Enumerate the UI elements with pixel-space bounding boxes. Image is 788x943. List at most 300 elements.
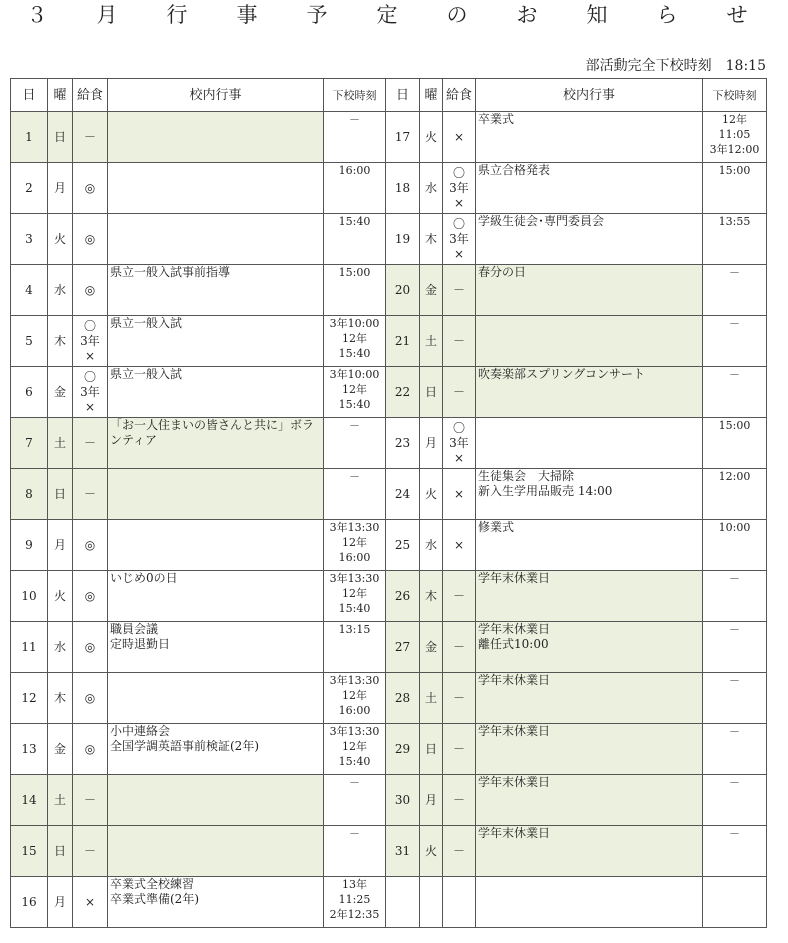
event-cell-line: 卒業式準備(2年) xyxy=(110,892,199,906)
dow-cell-line: 日 xyxy=(53,486,66,501)
day-cell xyxy=(386,622,420,673)
lunch-cell-line: － xyxy=(452,282,465,297)
dow-cell-line: 月 xyxy=(53,537,66,552)
event-cell xyxy=(108,367,324,418)
day-cell-line: 25 xyxy=(394,537,411,552)
dismiss-time-cell-line: － xyxy=(729,674,740,687)
lunch-cell-line: 3年 xyxy=(449,180,469,195)
lunch-cell-line: × xyxy=(453,450,465,465)
dismiss-time-cell-line: 15:40 xyxy=(338,398,371,411)
lunch-cell-line: × xyxy=(84,894,96,909)
dismiss-time-cell-line: － xyxy=(349,113,360,126)
dow-cell xyxy=(420,520,443,571)
dismiss-time-cell xyxy=(324,571,386,622)
lunch-cell xyxy=(73,571,108,622)
day-cell-line: 13 xyxy=(21,741,37,756)
day-cell xyxy=(11,622,48,673)
event-cell-line: 小中連絡会 xyxy=(110,724,171,738)
dismiss-time-cell-line: 3年12:00 xyxy=(709,143,760,156)
event-cell xyxy=(108,469,324,520)
table-row xyxy=(11,724,767,775)
event-cell-line: 県立一般入試事前指導 xyxy=(110,265,231,279)
dow-cell xyxy=(420,418,443,469)
day-cell xyxy=(386,163,420,214)
day-cell-line: 22 xyxy=(394,384,411,399)
dismiss-time-cell xyxy=(703,571,767,622)
dow-cell-line: 日 xyxy=(53,129,66,144)
event-cell xyxy=(108,622,324,673)
dow-cell xyxy=(420,112,443,163)
day-cell xyxy=(386,775,420,826)
day-cell-line: 29 xyxy=(394,741,411,756)
day-cell xyxy=(11,724,48,775)
header-dismiss: 下校時刻 xyxy=(703,79,767,112)
lunch-cell-line: ◎ xyxy=(84,282,96,297)
dismiss-time-cell-line: 12年 xyxy=(342,740,367,753)
lunch-cell xyxy=(443,673,476,724)
dismiss-time-cell-line: 10:00 xyxy=(718,521,751,534)
dow-cell-line: 火 xyxy=(424,486,437,501)
dow-cell xyxy=(420,724,443,775)
event-cell-line: 卒業式全校練習 xyxy=(110,877,195,891)
dow-cell xyxy=(420,622,443,673)
event-cell xyxy=(476,673,703,724)
day-cell xyxy=(11,265,48,316)
event-cell xyxy=(476,316,703,367)
dow-cell xyxy=(48,163,73,214)
header-event: 校内行事 xyxy=(108,79,324,112)
table-row xyxy=(11,163,767,214)
day-cell xyxy=(11,571,48,622)
lunch-cell-line: ◎ xyxy=(84,741,96,756)
day-cell xyxy=(386,265,420,316)
event-cell xyxy=(476,775,703,826)
event-cell-line: 新入生学用品販売 14:00 xyxy=(478,484,613,498)
dismiss-time-cell xyxy=(324,367,386,418)
dow-cell xyxy=(420,367,443,418)
event-cell xyxy=(476,265,703,316)
dow-cell-line: 水 xyxy=(53,282,66,297)
dismiss-time-cell-line: － xyxy=(729,725,740,738)
lunch-cell xyxy=(443,775,476,826)
day-cell-line: 23 xyxy=(394,435,411,450)
lunch-cell-line: － xyxy=(452,792,465,807)
event-cell xyxy=(476,112,703,163)
dismiss-time-cell-line: 15:00 xyxy=(338,266,371,279)
day-cell xyxy=(386,520,420,571)
dow-cell-line: 火 xyxy=(424,843,437,858)
dow-cell xyxy=(48,316,73,367)
dismiss-time-cell-line: 3年13:30 xyxy=(329,674,380,687)
dismiss-time-cell-line: － xyxy=(729,623,740,636)
event-cell xyxy=(476,214,703,265)
lunch-cell xyxy=(443,469,476,520)
table-row xyxy=(11,520,767,571)
day-cell xyxy=(11,418,48,469)
day-cell xyxy=(11,316,48,367)
lunch-cell-line: × xyxy=(453,129,465,144)
event-cell-line: 「お一人住まいの皆さんと共に」ボランティア xyxy=(110,418,315,447)
lunch-cell xyxy=(443,367,476,418)
table-row xyxy=(11,367,767,418)
table-row xyxy=(11,214,767,265)
day-cell xyxy=(386,469,420,520)
lunch-cell xyxy=(443,316,476,367)
day-cell xyxy=(11,367,48,418)
event-cell-line: 学年末休業日 xyxy=(478,724,551,738)
dow-cell-line: 月 xyxy=(53,894,66,909)
day-cell-line: 12 xyxy=(21,690,37,705)
dow-cell-line: 木 xyxy=(424,231,437,246)
day-cell-line: 24 xyxy=(394,486,411,501)
day-cell xyxy=(386,214,420,265)
dow-cell-line: 金 xyxy=(53,741,66,756)
event-cell-line: 春分の日 xyxy=(478,265,527,279)
event-cell-line: 全国学調英語事前検証(2年) xyxy=(110,739,259,753)
lunch-cell-line: － xyxy=(452,741,465,756)
header-dow: 曜 xyxy=(420,79,443,112)
lunch-cell xyxy=(73,877,108,928)
dismiss-time-cell xyxy=(703,316,767,367)
dismiss-time-cell xyxy=(703,826,767,877)
event-cell xyxy=(476,418,703,469)
dismiss-time-cell xyxy=(703,367,767,418)
lunch-cell xyxy=(73,214,108,265)
event-cell xyxy=(108,214,324,265)
table-row xyxy=(11,469,767,520)
table-row xyxy=(11,622,767,673)
dismiss-time-cell xyxy=(324,265,386,316)
dow-cell-line: 月 xyxy=(53,180,66,195)
day-cell xyxy=(11,673,48,724)
table-row xyxy=(11,673,767,724)
lunch-cell-line: ◎ xyxy=(84,180,96,195)
lunch-cell xyxy=(443,571,476,622)
event-cell-line: 学年末休業日 xyxy=(478,571,551,585)
header-dow: 曜 xyxy=(48,79,73,112)
dow-cell xyxy=(420,163,443,214)
dismiss-time-cell-line: 12年 xyxy=(722,113,747,126)
lunch-cell-line: ◎ xyxy=(84,231,96,246)
event-cell-line: 卒業式 xyxy=(478,112,515,126)
dismiss-time-cell xyxy=(324,112,386,163)
day-cell xyxy=(386,418,420,469)
event-cell xyxy=(108,826,324,877)
lunch-cell-line: － xyxy=(452,690,465,705)
dismiss-time-cell-line: － xyxy=(729,776,740,789)
table-row xyxy=(11,112,767,163)
dismiss-time-cell-line: 11:05 xyxy=(718,128,751,141)
lunch-cell-line: － xyxy=(83,435,96,450)
day-cell xyxy=(386,112,420,163)
dow-cell xyxy=(48,571,73,622)
lunch-cell-line: × xyxy=(453,486,465,501)
lunch-cell-line: － xyxy=(452,384,465,399)
table-row xyxy=(11,418,767,469)
day-cell xyxy=(386,673,420,724)
lunch-cell xyxy=(73,163,108,214)
lunch-cell xyxy=(73,724,108,775)
event-cell xyxy=(108,724,324,775)
event-cell xyxy=(476,826,703,877)
table-row xyxy=(11,775,767,826)
dismiss-time-cell-line: － xyxy=(729,572,740,585)
table-row xyxy=(11,826,767,877)
dismiss-time-cell-line: 3年13:30 xyxy=(329,725,380,738)
day-cell xyxy=(11,214,48,265)
lunch-cell xyxy=(443,622,476,673)
dismiss-time-cell-line: － xyxy=(729,266,740,279)
event-cell xyxy=(108,316,324,367)
lunch-cell xyxy=(443,265,476,316)
dow-cell-line: 日 xyxy=(53,843,66,858)
dismiss-time-cell xyxy=(324,775,386,826)
day-cell xyxy=(11,112,48,163)
dow-cell xyxy=(48,112,73,163)
lunch-cell-line: － xyxy=(83,792,96,807)
dismiss-time-cell-line: － xyxy=(729,368,740,381)
lunch-cell xyxy=(73,367,108,418)
dismiss-time-cell xyxy=(324,877,386,928)
dow-cell-line: 日 xyxy=(424,741,437,756)
lunch-cell-line: － xyxy=(83,486,96,501)
dismiss-time-cell xyxy=(703,418,767,469)
lunch-cell-line: ◎ xyxy=(84,690,96,705)
dismiss-time-cell-line: 15:00 xyxy=(718,164,751,177)
event-cell xyxy=(108,163,324,214)
dismiss-time-cell xyxy=(324,163,386,214)
lunch-cell xyxy=(73,622,108,673)
dow-cell xyxy=(48,877,73,928)
lunch-cell xyxy=(443,877,476,928)
lunch-cell xyxy=(73,265,108,316)
event-cell xyxy=(108,112,324,163)
day-cell-line: 21 xyxy=(394,333,411,348)
dismiss-time-cell-line: 3年10:00 xyxy=(329,368,380,381)
dismiss-time-cell-line: 15:00 xyxy=(718,419,751,432)
day-cell-line: 30 xyxy=(394,792,411,807)
event-cell xyxy=(108,418,324,469)
dow-cell xyxy=(420,877,443,928)
lunch-cell-line: － xyxy=(452,639,465,654)
dismiss-time-cell-line: 11:25 xyxy=(338,893,371,906)
dismiss-time-cell-line: 13:15 xyxy=(338,623,371,636)
day-cell-line: 9 xyxy=(25,537,33,552)
dismiss-time-cell-line: 12年 xyxy=(342,689,367,702)
lunch-cell xyxy=(443,163,476,214)
event-cell xyxy=(476,622,703,673)
dow-cell-line: 日 xyxy=(424,384,437,399)
table-row xyxy=(11,316,767,367)
day-cell-line: 8 xyxy=(25,486,33,501)
lunch-cell-line: 〇 xyxy=(452,216,465,231)
dismiss-time-cell-line: 12年 xyxy=(342,536,367,549)
dismiss-time-cell-line: － xyxy=(349,776,360,789)
dow-cell-line: 月 xyxy=(424,792,437,807)
event-cell-line: 吹奏楽部スプリングコンサート xyxy=(478,367,646,381)
day-cell xyxy=(386,367,420,418)
lunch-cell-line: － xyxy=(83,129,96,144)
event-cell xyxy=(108,673,324,724)
lunch-cell-line: × xyxy=(84,348,96,363)
lunch-cell-line: 〇 xyxy=(83,369,96,384)
dow-cell-line: 土 xyxy=(424,333,437,348)
dismiss-time-cell xyxy=(324,316,386,367)
dow-cell xyxy=(420,214,443,265)
schedule-table xyxy=(10,78,767,928)
day-cell-line: 1 xyxy=(25,129,33,144)
lunch-cell-line: 3年 xyxy=(80,333,100,348)
dow-cell xyxy=(420,673,443,724)
day-cell-line: 19 xyxy=(394,231,411,246)
table-row xyxy=(11,571,767,622)
dismiss-time-cell-line: 13年 xyxy=(342,878,367,891)
dow-cell-line: 土 xyxy=(53,435,66,450)
dow-cell-line: 木 xyxy=(53,690,66,705)
header-dismiss: 下校時刻 xyxy=(324,79,386,112)
dismiss-time-cell-line: 12年 xyxy=(342,332,367,345)
dismiss-time-cell-line: 15:40 xyxy=(338,347,371,360)
lunch-cell-line: ◎ xyxy=(84,639,96,654)
dismiss-time-cell-line: 3年13:30 xyxy=(329,572,380,585)
dismiss-time-cell-line: 16:00 xyxy=(338,704,371,717)
dismiss-time-cell-line: 2年12:35 xyxy=(329,908,380,921)
lunch-cell-line: ◎ xyxy=(84,588,96,603)
event-cell xyxy=(476,367,703,418)
event-cell xyxy=(476,877,703,928)
dow-cell xyxy=(420,469,443,520)
dow-cell-line: 水 xyxy=(424,537,437,552)
lunch-cell-line: － xyxy=(452,588,465,603)
dismiss-time-cell xyxy=(324,724,386,775)
day-cell xyxy=(386,316,420,367)
event-cell xyxy=(108,520,324,571)
dismiss-time-cell xyxy=(703,724,767,775)
lunch-cell-line: 〇 xyxy=(452,165,465,180)
dismiss-time-cell xyxy=(703,163,767,214)
day-cell-line: 18 xyxy=(394,180,411,195)
dow-cell-line: 水 xyxy=(424,180,437,195)
dismiss-time-cell xyxy=(324,469,386,520)
lunch-cell xyxy=(443,112,476,163)
lunch-cell xyxy=(443,826,476,877)
event-cell-line: 学級生徒会･専門委員会 xyxy=(478,214,605,228)
dow-cell xyxy=(48,469,73,520)
header-row xyxy=(11,79,767,112)
lunch-cell-line: ◎ xyxy=(84,537,96,552)
dismiss-time-cell xyxy=(703,214,767,265)
day-cell xyxy=(11,826,48,877)
day-cell-line: 10 xyxy=(21,588,37,603)
day-cell xyxy=(11,163,48,214)
event-cell xyxy=(476,520,703,571)
day-cell xyxy=(11,775,48,826)
dow-cell xyxy=(48,418,73,469)
event-cell xyxy=(108,775,324,826)
dow-cell xyxy=(48,214,73,265)
dow-cell xyxy=(48,724,73,775)
lunch-cell xyxy=(73,469,108,520)
lunch-cell-line: × xyxy=(84,399,96,414)
day-cell-line: 2 xyxy=(25,180,33,195)
dow-cell xyxy=(420,826,443,877)
lunch-cell-line: 3年 xyxy=(449,231,469,246)
event-cell xyxy=(476,571,703,622)
event-cell-line: 県立合格発表 xyxy=(478,163,551,177)
dow-cell-line: 木 xyxy=(53,333,66,348)
event-cell xyxy=(476,724,703,775)
header-day: 日 xyxy=(11,79,48,112)
day-cell-line: 17 xyxy=(394,129,411,144)
event-cell-line: 学年末休業日 xyxy=(478,622,551,636)
dismiss-time-cell-line: － xyxy=(349,470,360,483)
header-lunch: 給食 xyxy=(443,79,476,112)
lunch-cell-line: × xyxy=(453,195,465,210)
event-cell xyxy=(476,469,703,520)
event-cell xyxy=(108,877,324,928)
dow-cell xyxy=(420,775,443,826)
dismiss-time-cell-line: － xyxy=(349,827,360,840)
day-cell-line: 6 xyxy=(25,384,33,399)
dow-cell xyxy=(420,316,443,367)
dow-cell-line: 火 xyxy=(53,588,66,603)
dismiss-time-cell-line: 15:40 xyxy=(338,215,371,228)
dismiss-time-cell xyxy=(324,520,386,571)
event-cell-line: 生徒集会 大掃除 xyxy=(478,469,575,483)
dow-cell xyxy=(48,520,73,571)
dismiss-time-cell-line: － xyxy=(729,827,740,840)
day-cell-line: 11 xyxy=(21,639,37,654)
lunch-cell-line: × xyxy=(453,537,465,552)
dismiss-time-cell xyxy=(703,877,767,928)
lunch-cell-line: － xyxy=(452,333,465,348)
dismiss-time-cell-line: － xyxy=(349,419,360,432)
event-cell xyxy=(108,265,324,316)
lunch-cell xyxy=(73,775,108,826)
dismiss-time-cell-line: 13:55 xyxy=(718,215,751,228)
day-cell-line: 14 xyxy=(21,792,37,807)
dismiss-time-cell-line: 12:00 xyxy=(718,470,751,483)
event-cell-line: 定時退勤日 xyxy=(110,637,171,651)
day-cell-line: 27 xyxy=(394,639,411,654)
day-cell xyxy=(11,877,48,928)
dow-cell-line: 金 xyxy=(424,282,437,297)
dismiss-time-cell xyxy=(703,112,767,163)
dismiss-time-cell-line: － xyxy=(729,317,740,330)
lunch-cell-line: 〇 xyxy=(83,318,96,333)
dow-cell-line: 火 xyxy=(53,231,66,246)
event-cell-line: 職員会議 xyxy=(110,622,159,636)
lunch-cell-line: 〇 xyxy=(452,420,465,435)
lunch-cell xyxy=(73,673,108,724)
day-cell xyxy=(386,826,420,877)
lunch-cell xyxy=(73,418,108,469)
dow-cell xyxy=(48,826,73,877)
event-cell-line: 県立一般入試 xyxy=(110,316,183,330)
event-cell-line: 学年末休業日 xyxy=(478,826,551,840)
day-cell-line: 26 xyxy=(394,588,411,603)
dow-cell-line: 月 xyxy=(424,435,437,450)
event-cell-line: 学年末休業日 xyxy=(478,673,551,687)
day-cell xyxy=(386,877,420,928)
dismiss-time-cell xyxy=(703,469,767,520)
dismiss-time-cell-line: 15:40 xyxy=(338,602,371,615)
lunch-cell xyxy=(443,724,476,775)
lunch-cell xyxy=(73,520,108,571)
dismiss-time-cell xyxy=(324,673,386,724)
lunch-cell-line: － xyxy=(83,843,96,858)
dow-cell xyxy=(48,367,73,418)
